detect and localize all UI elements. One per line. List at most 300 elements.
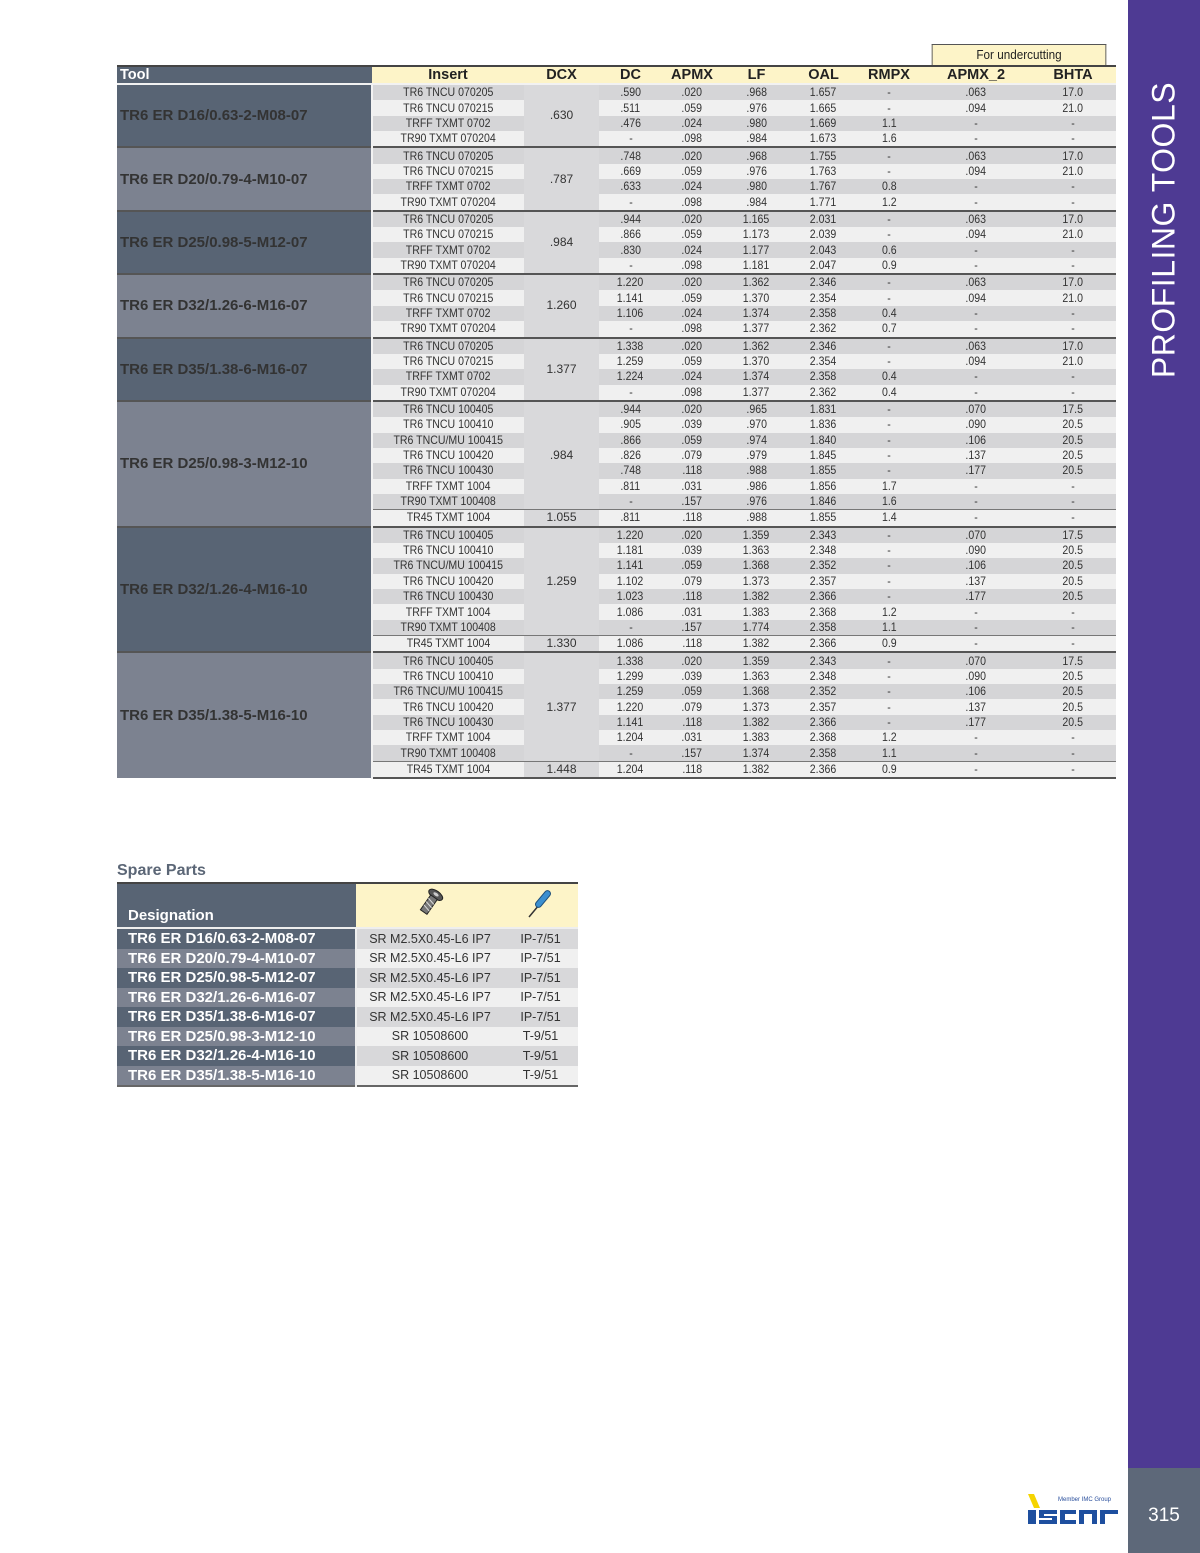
apmx2-cell — [922, 401, 1030, 417]
oal-value: 2.358 — [810, 745, 837, 760]
dc-cell — [599, 699, 662, 714]
insert-name: TR6 TNCU 070215 — [403, 290, 494, 305]
rmpx-value: - — [887, 338, 891, 353]
oal-value: 2.366 — [810, 714, 837, 729]
rmpx-value: 1.2 — [881, 730, 897, 745]
lf-cell — [722, 100, 791, 115]
lf-value: .968 — [746, 85, 767, 100]
insert-cell — [372, 669, 524, 684]
lf-value: 1.363 — [743, 543, 770, 558]
oal-value: 2.043 — [810, 242, 837, 257]
bhta-cell — [1030, 558, 1116, 573]
apmx2-cell — [922, 84, 1030, 100]
undercutting-header-row — [117, 44, 1116, 65]
rmpx-value: - — [887, 432, 891, 447]
spare-parts-table — [117, 882, 578, 1087]
dc-value: 1.141 — [617, 290, 644, 305]
insert-name: TRFF TXMT 1004 — [406, 478, 491, 493]
lf-cell — [722, 211, 791, 227]
oal-cell — [791, 543, 856, 558]
apmx2-cell — [922, 258, 1030, 274]
apmx2-value: - — [974, 321, 978, 336]
lf-value: 1.374 — [743, 305, 770, 320]
oal-value: 2.362 — [810, 384, 837, 399]
oal-cell — [791, 385, 856, 401]
col-header-oal: OAL — [791, 66, 856, 84]
dc-cell — [599, 290, 662, 305]
apmx-cell — [662, 620, 722, 636]
apmx2-cell — [922, 620, 1030, 636]
dc-cell — [599, 84, 662, 100]
insert-cell — [372, 417, 524, 432]
bhta-value: - — [1071, 636, 1075, 651]
bhta-cell — [1030, 417, 1116, 432]
oal-cell — [791, 290, 856, 305]
bhta-cell — [1030, 745, 1116, 761]
oal-cell — [791, 669, 856, 684]
apmx-cell — [662, 211, 722, 227]
dcx-cell: .630 — [524, 84, 599, 147]
dc-cell — [599, 604, 662, 619]
apmx2-cell — [922, 164, 1030, 179]
apmx-value: .031 — [681, 478, 703, 493]
apmx-cell — [662, 684, 722, 699]
insert-name: TR6 TNCU 100405 — [403, 527, 494, 542]
dc-value: .944 — [620, 211, 641, 226]
apmx2-value: .177 — [965, 589, 987, 604]
bhta-cell — [1030, 761, 1116, 778]
lf-value: 1.165 — [743, 211, 770, 226]
rmpx-value: - — [887, 402, 891, 417]
lf-cell — [722, 131, 791, 147]
dc-cell — [599, 306, 662, 321]
insert-cell — [372, 258, 524, 274]
apmx-cell — [662, 338, 722, 354]
apmx-cell — [662, 84, 722, 100]
apmx2-value: .094 — [965, 354, 987, 369]
apmx-value: .031 — [681, 604, 703, 619]
bhta-value: 20.5 — [1062, 558, 1084, 573]
oal-cell — [791, 620, 856, 636]
oal-cell — [791, 417, 856, 432]
bhta-cell — [1030, 164, 1116, 179]
apmx2-value: .090 — [965, 543, 987, 558]
lf-cell — [722, 290, 791, 305]
apmx-value: .118 — [682, 589, 702, 604]
oal-value: 2.039 — [810, 227, 837, 242]
dc-value: 1.220 — [617, 699, 644, 714]
bhta-value: - — [1071, 131, 1075, 146]
apmx2-value: - — [974, 730, 978, 745]
key-cell: IP-7/51 — [503, 949, 578, 969]
bhta-cell — [1030, 321, 1116, 337]
col-header-rmpx: RMPX — [856, 66, 922, 84]
apmx-value: .059 — [681, 163, 703, 178]
lf-cell — [722, 164, 791, 179]
insert-name: TR90 TXMT 070204 — [400, 131, 497, 146]
oal-cell — [791, 745, 856, 761]
rmpx-value: 1.1 — [881, 745, 897, 760]
oal-cell — [791, 116, 856, 131]
apmx2-cell — [922, 636, 1030, 653]
apmx-cell — [662, 401, 722, 417]
dc-value: 1.141 — [617, 714, 644, 729]
lf-value: 1.373 — [743, 573, 770, 588]
bhta-value: - — [1071, 478, 1075, 493]
lf-cell — [722, 433, 791, 448]
apmx2-cell — [922, 652, 1030, 668]
lf-cell — [722, 574, 791, 589]
insert-name: TR90 TXMT 100408 — [400, 745, 497, 760]
rmpx-value: 1.7 — [881, 478, 897, 493]
lf-value: .980 — [746, 179, 767, 194]
apmx2-cell — [922, 463, 1030, 478]
tool-designation: TR6 ER D32/1.26-6-M16-07 — [117, 274, 372, 337]
apmx-value: .157 — [681, 745, 703, 760]
apmx-value: .098 — [681, 131, 703, 146]
col-header-designation: Designation — [117, 883, 356, 928]
apmx2-cell — [922, 321, 1030, 337]
apmx2-cell — [922, 385, 1030, 401]
spare-header-row — [117, 883, 578, 928]
bhta-cell — [1030, 433, 1116, 448]
bhta-cell — [1030, 147, 1116, 163]
apmx-value: .118 — [682, 636, 702, 651]
apmx-value: .118 — [682, 510, 702, 525]
apmx2-cell — [922, 433, 1030, 448]
apmx-cell — [662, 306, 722, 321]
dc-cell — [599, 164, 662, 179]
lf-value: 1.374 — [743, 745, 770, 760]
apmx-cell — [662, 164, 722, 179]
insert-name: TR6 TNCU 100405 — [403, 402, 494, 417]
dc-value: .944 — [620, 402, 641, 417]
dc-value: 1.299 — [617, 668, 644, 683]
bhta-cell — [1030, 574, 1116, 589]
lf-cell — [722, 669, 791, 684]
lf-cell — [722, 354, 791, 369]
lf-value: .979 — [746, 448, 767, 463]
insert-cell — [372, 147, 524, 163]
apmx2-value: - — [974, 131, 978, 146]
insert-cell — [372, 761, 524, 778]
oal-value: 2.346 — [810, 338, 837, 353]
rmpx-cell — [856, 417, 922, 432]
table-row — [117, 211, 1116, 227]
rmpx-value: 0.4 — [881, 384, 897, 399]
insert-name: TR6 TNCU 100410 — [403, 543, 494, 558]
apmx2-cell — [922, 715, 1030, 730]
insert-name: TRFF TXMT 1004 — [406, 730, 491, 745]
insert-name: TRFF TXMT 1004 — [406, 604, 491, 619]
insert-name: TR6 TNCU 100430 — [403, 589, 494, 604]
lf-cell — [722, 604, 791, 619]
insert-name: TR45 TXMT 1004 — [406, 761, 491, 776]
lf-value: 1.382 — [743, 714, 770, 729]
apmx2-cell — [922, 417, 1030, 432]
lf-cell — [722, 147, 791, 163]
insert-cell — [372, 684, 524, 699]
oal-cell — [791, 699, 856, 714]
apmx-cell — [662, 494, 722, 510]
spare-parts-row — [117, 949, 578, 969]
apmx2-value: - — [974, 761, 978, 776]
apmx2-cell — [922, 147, 1030, 163]
apmx-cell — [662, 417, 722, 432]
rmpx-value: - — [887, 699, 891, 714]
insert-cell — [372, 510, 524, 527]
dc-value: 1.204 — [617, 761, 644, 776]
lf-value: 1.363 — [743, 668, 770, 683]
dc-value: .905 — [620, 417, 641, 432]
rmpx-cell — [856, 463, 922, 478]
dc-cell — [599, 448, 662, 463]
oal-cell — [791, 589, 856, 604]
insert-cell — [372, 369, 524, 384]
bhta-value: - — [1071, 305, 1075, 320]
dcx-cell: 1.448 — [524, 761, 599, 778]
table-row — [117, 84, 1116, 100]
apmx-cell — [662, 116, 722, 131]
rmpx-value: - — [887, 573, 891, 588]
bhta-cell — [1030, 131, 1116, 147]
spare-parts-row — [117, 968, 578, 988]
lf-value: 1.377 — [743, 384, 770, 399]
bhta-value: 20.5 — [1062, 573, 1084, 588]
bhta-value: 20.5 — [1062, 668, 1084, 683]
apmx2-value: .094 — [965, 100, 987, 115]
lf-value: 1.177 — [743, 242, 770, 257]
insert-name: TRFF TXMT 0702 — [406, 179, 491, 194]
oal-value: 1.831 — [810, 402, 837, 417]
bhta-value: - — [1071, 321, 1075, 336]
dc-cell — [599, 242, 662, 257]
oal-value: 2.031 — [810, 211, 837, 226]
rmpx-cell — [856, 574, 922, 589]
dc-cell — [599, 194, 662, 210]
apmx-value: .098 — [681, 257, 703, 272]
lf-cell — [722, 385, 791, 401]
rmpx-value: - — [887, 448, 891, 463]
rmpx-cell — [856, 100, 922, 115]
bhta-value: 20.5 — [1062, 543, 1084, 558]
lf-cell — [722, 463, 791, 478]
apmx2-value: - — [974, 305, 978, 320]
apmx-cell — [662, 574, 722, 589]
insert-name: TR90 TXMT 070204 — [400, 384, 497, 399]
dc-value: - — [628, 494, 633, 509]
dc-value: 1.338 — [617, 338, 644, 353]
apmx2-cell — [922, 242, 1030, 257]
bhta-value: - — [1071, 619, 1075, 634]
col-header-key — [503, 883, 578, 928]
apmx-value: .020 — [681, 85, 703, 100]
col-header-apmx: APMX — [662, 66, 722, 84]
bhta-value: - — [1071, 494, 1075, 509]
dc-cell — [599, 131, 662, 147]
spare-parts-row — [117, 1007, 578, 1027]
apmx2-cell — [922, 699, 1030, 714]
apmx-value: .118 — [682, 463, 702, 478]
apmx2-cell — [922, 448, 1030, 463]
table-row — [117, 652, 1116, 668]
dc-value: .748 — [620, 463, 641, 478]
dc-value: 1.338 — [617, 653, 644, 668]
rmpx-cell — [856, 84, 922, 100]
lf-cell — [722, 258, 791, 274]
lf-value: .965 — [746, 402, 767, 417]
apmx-value: .059 — [681, 227, 703, 242]
apmx-value: .024 — [681, 179, 703, 194]
apmx-value: .020 — [681, 275, 703, 290]
rmpx-cell — [856, 164, 922, 179]
lf-value: 1.383 — [743, 730, 770, 745]
rmpx-value: - — [887, 417, 891, 432]
apmx-value: .059 — [681, 290, 703, 305]
table-row — [117, 274, 1116, 290]
bhta-cell — [1030, 227, 1116, 242]
apmx-value: .024 — [681, 115, 703, 130]
dcx-cell: .787 — [524, 147, 599, 210]
dc-cell — [599, 479, 662, 494]
apmx2-cell — [922, 100, 1030, 115]
oal-cell — [791, 401, 856, 417]
spare-parts-title: Spare Parts — [117, 862, 206, 879]
tool-table-body — [117, 84, 1116, 778]
bhta-cell — [1030, 494, 1116, 510]
oal-value: 1.665 — [810, 100, 837, 115]
apmx-cell — [662, 448, 722, 463]
insert-name: TR6 TNCU 100410 — [403, 417, 494, 432]
insert-name: TR90 TXMT 070204 — [400, 321, 497, 336]
rmpx-value: - — [887, 714, 891, 729]
oal-cell — [791, 730, 856, 745]
dc-value: .811 — [620, 478, 641, 493]
apmx2-value: - — [974, 745, 978, 760]
apmx-cell — [662, 589, 722, 604]
apmx-value: .059 — [681, 684, 703, 699]
lf-value: 1.368 — [743, 684, 770, 699]
lf-value: .986 — [746, 478, 767, 493]
apmx-value: .020 — [681, 402, 703, 417]
oal-cell — [791, 354, 856, 369]
rmpx-cell — [856, 604, 922, 619]
insert-name: TR6 TNCU 070215 — [403, 100, 494, 115]
oal-value: 1.669 — [810, 115, 837, 130]
bhta-cell — [1030, 636, 1116, 653]
lf-value: 1.362 — [743, 275, 770, 290]
apmx-value: .059 — [681, 354, 703, 369]
rmpx-value: - — [887, 684, 891, 699]
apmx-cell — [662, 761, 722, 778]
bhta-value: - — [1071, 179, 1075, 194]
bhta-value: 21.0 — [1062, 227, 1084, 242]
apmx2-value: .063 — [965, 275, 987, 290]
apmx2-cell — [922, 730, 1030, 745]
apmx2-value: - — [974, 179, 978, 194]
bhta-value: 21.0 — [1062, 290, 1084, 305]
oal-cell — [791, 306, 856, 321]
dc-cell — [599, 321, 662, 337]
bhta-value: - — [1071, 730, 1075, 745]
rmpx-cell — [856, 652, 922, 668]
rmpx-value: 1.6 — [881, 131, 897, 146]
oal-cell — [791, 684, 856, 699]
apmx2-value: .106 — [965, 432, 987, 447]
bhta-value: 17.5 — [1062, 527, 1084, 542]
oal-cell — [791, 321, 856, 337]
insert-name: TR6 TNCU 070205 — [403, 338, 494, 353]
apmx2-value: .137 — [965, 699, 987, 714]
tool-data-table-container — [117, 44, 1116, 779]
rmpx-value: 1.1 — [881, 619, 897, 634]
dc-cell — [599, 684, 662, 699]
dc-value: .826 — [620, 448, 641, 463]
apmx-value: .079 — [681, 699, 703, 714]
apmx2-cell — [922, 338, 1030, 354]
insert-name: TR45 TXMT 1004 — [406, 510, 491, 525]
apmx-cell — [662, 699, 722, 714]
oal-value: 1.855 — [810, 510, 837, 525]
apmx-cell — [662, 274, 722, 290]
insert-cell — [372, 354, 524, 369]
oal-value: 2.348 — [810, 543, 837, 558]
dc-cell — [599, 369, 662, 384]
insert-cell — [372, 745, 524, 761]
insert-cell — [372, 479, 524, 494]
insert-cell — [372, 164, 524, 179]
bhta-value: - — [1071, 745, 1075, 760]
dcx-cell: .984 — [524, 211, 599, 274]
lf-cell — [722, 227, 791, 242]
dc-cell — [599, 463, 662, 478]
insert-name: TR6 TNCU 070205 — [403, 275, 494, 290]
bhta-value: 20.5 — [1062, 684, 1084, 699]
apmx2-cell — [922, 761, 1030, 778]
designation-cell: TR6 ER D25/0.98-3-M12-10 — [117, 1027, 356, 1047]
key-cell: T-9/51 — [503, 1046, 578, 1066]
rmpx-cell — [856, 211, 922, 227]
insert-cell — [372, 321, 524, 337]
dc-value: 1.220 — [617, 275, 644, 290]
apmx-value: .039 — [681, 417, 703, 432]
insert-cell — [372, 290, 524, 305]
insert-name: TR6 TNCU 070205 — [403, 148, 494, 163]
oal-value: 2.343 — [810, 653, 837, 668]
apmx-value: .020 — [681, 211, 703, 226]
table-row — [117, 147, 1116, 163]
bhta-cell — [1030, 699, 1116, 714]
insert-name: TRFF TXMT 0702 — [406, 369, 491, 384]
dc-cell — [599, 574, 662, 589]
rmpx-cell — [856, 354, 922, 369]
rmpx-cell — [856, 745, 922, 761]
apmx2-value: - — [974, 510, 978, 525]
dc-value: 1.259 — [617, 684, 644, 699]
insert-name: TR6 TNCU 100430 — [403, 463, 494, 478]
insert-cell — [372, 448, 524, 463]
insert-name: TRFF TXMT 0702 — [406, 305, 491, 320]
oal-cell — [791, 463, 856, 478]
lf-value: 1.383 — [743, 604, 770, 619]
lf-cell — [722, 479, 791, 494]
bhta-value: - — [1071, 761, 1075, 776]
oal-value: 2.366 — [810, 589, 837, 604]
oal-value: 1.771 — [810, 194, 837, 209]
apmx-value: .157 — [681, 619, 703, 634]
bhta-cell — [1030, 604, 1116, 619]
tool-designation: TR6 ER D32/1.26-4-M16-10 — [117, 527, 372, 653]
